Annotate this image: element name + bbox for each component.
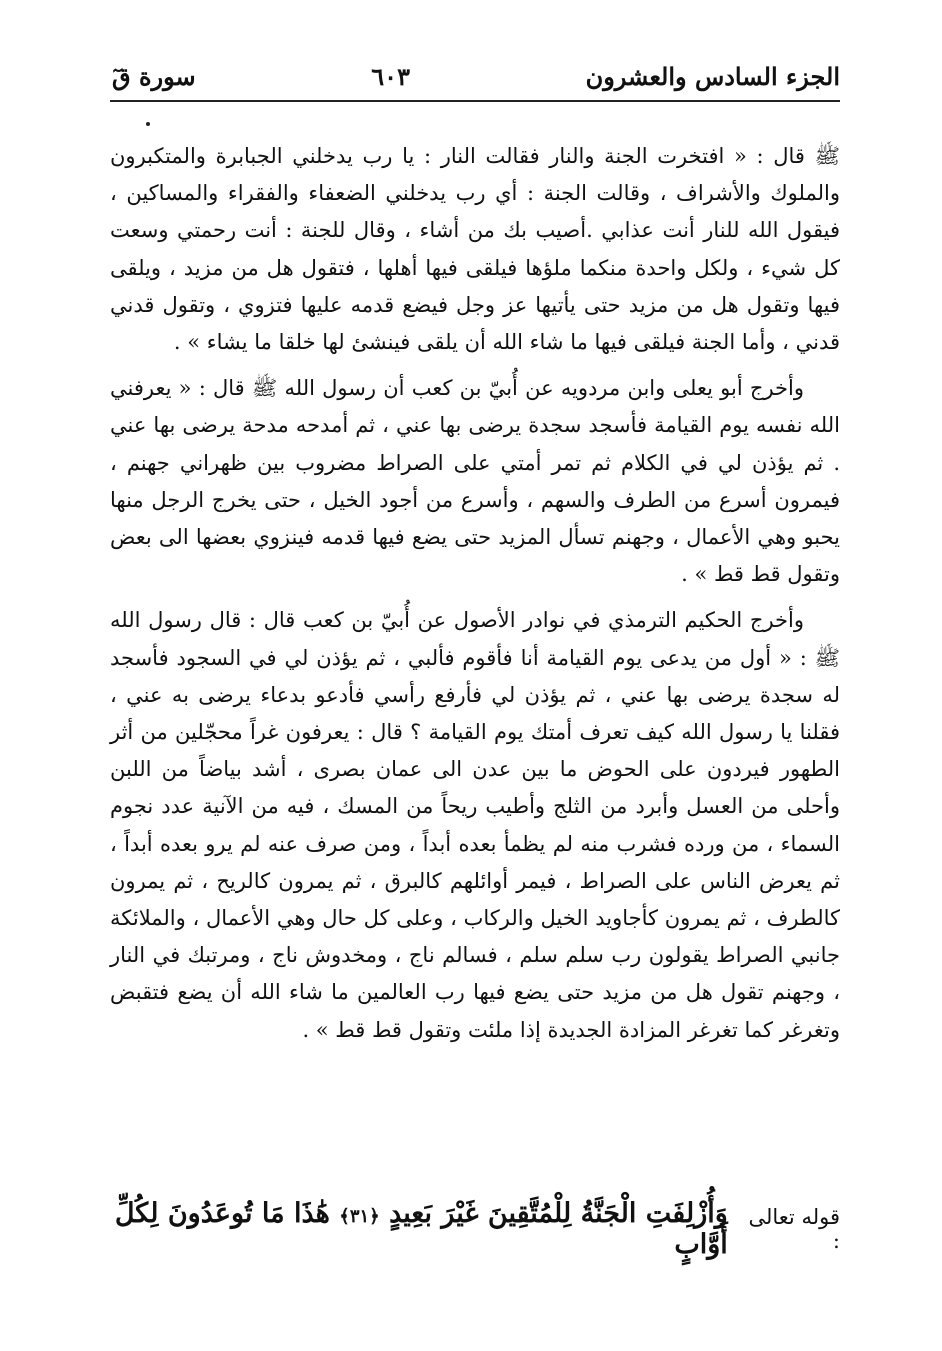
paragraph: وأخرج أبو يعلى وابن مردويه عن أُبيّ بن كعب أن رسول الله ﷺ قال : « يعرفني الله نفسه يوم القيامة فأسجد سجدة يرضى بها عني ، ثم أمدحه مدحة يرضى بها عني . ثم يؤذن لي في الكلام ثم تمر أمتي على الصراط مضروب بين ظهراني جهنم ، فيمرون أسرع من الطرف والسهم ، وأسرع من أجود الخيل ، حتى يخرج الرجل منها يحبو وهي الأعمال ، وجهنم تسأل المزيد حتى يضع فيها قدمه فينزوي بعضها الى بعض وتقول قط قط » . bbox=[110, 376, 840, 587]
paragraph: وأخرج الحكيم الترمذي في نوادر الأصول عن أُبيّ بن كعب قال : قال رسول الله ﷺ : « أول من يدعى يوم القيامة أنا فأقوم فألبي ، ثم يؤذن لي في السجود فأسجد له سجدة يرضى بها عني ، ثم يؤذن لي فأرفع رأسي فأدعو بدعاء يرضى به عني ، فقلنا يا رسول الله كيف تعرف أمتك يوم القيامة ؟ قال : يعرفون غراً محجّلين من أثر الطهور فيردون على الحوض ما بين عدن الى عمان بصرى ، أشد بياضاً من اللبن وأحلى من العسل وأبرد من الثلج وأطيب ريحاً من المسك ، فيه من الآنية عدد نجوم السماء ، من ورده فشرب منه لم يظمأ بعده أبداً ، ومن صرف عنه لم يرو بعده أبداً ، ثم يعرض الناس على الصراط ، فيمر أوائلهم كالبرق ، ثم يمرون كالريح ، ثم يمرون كالطرف ، ثم يمرون كأجاويد الخيل والركاب ، وعلى كل حال وهي الأعمال ، والملائكة جانبي الصراط يقولون رب سلم سلم ، فسالم ناج ، ومخدوش ناج ، ومرتبك في النار ، وجهنم تقول هل من مزيد حتى يضع فيها رب العالمين ما شاء الله أن يضع فتقبض وتغرغر كما تغرغر المزادة الجديدة إذا ملئت وتقول قط قط » . bbox=[110, 608, 840, 1042]
page-number: ٦٠٣ bbox=[371, 61, 410, 91]
surah-title: سورة قٓ bbox=[112, 61, 196, 91]
verse-lead: قوله تعالى : bbox=[748, 1205, 840, 1253]
page-body bbox=[110, 138, 840, 1058]
header-rule bbox=[110, 100, 840, 102]
verse-part-1: وَأُزْلِفَتِ الْجَنَّةُ لِلْمُتَّقِينَ غَيْرَ بَعِيدٍ bbox=[389, 1198, 728, 1229]
quran-verse-line bbox=[110, 1198, 840, 1260]
paragraph: ﷺ قال : « افتخرت الجنة والنار فقالت النار : يا رب يدخلني الجبابرة والمتكبرون والملوك والأشراف ، وقالت الجنة : أي رب يدخلني الضعفاء والفقراء والمساكين ، فيقول الله للنار أنت عذابي .أصيب بك من أشاء ، وقال للجنة : أنت رحمتي وسعت كل شيء ، ولكل واحدة منكما ملؤها فيلقى فيها أهلها ، فتقول هل من مزيد ، ويلقى فيها وتقول هل من مزيد حتى يأتيها عز وجل فيضع قدمه عليها فتزوي ، وتقول قدني قدني ، وأما الجنة فيلقى فيها ما شاء الله أن يلقى فينشئ لها خلقا ما يشاء » . bbox=[110, 144, 840, 355]
verse-part-2: هَٰذَا مَا تُوعَدُونَ لِكُلِّ أَوَّابٍ bbox=[114, 1198, 728, 1260]
part-title: الجزء السادس والعشرون bbox=[585, 61, 840, 91]
margin-dot bbox=[146, 122, 150, 126]
verse-text bbox=[110, 1198, 728, 1260]
verse-number-marker: ﴿٣١﴾ bbox=[339, 1206, 380, 1227]
page-header bbox=[112, 56, 840, 96]
